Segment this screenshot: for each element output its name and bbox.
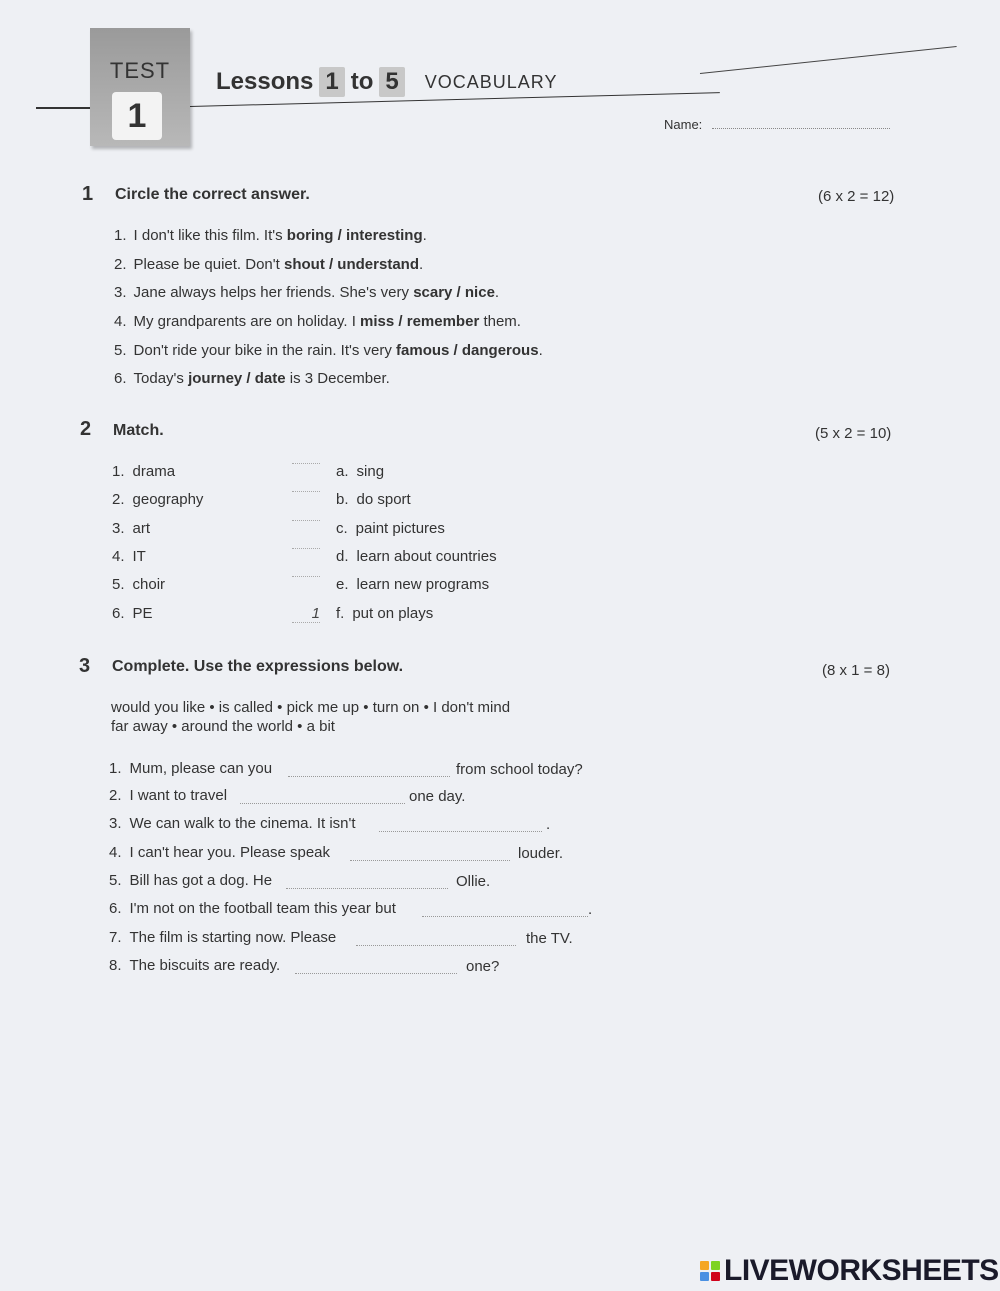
complete-question-4 (109, 844, 330, 861)
section-1-score: (6 x 2 = 12) (818, 188, 895, 205)
answer-options[interactable]: famous / dangerous (396, 342, 539, 359)
question-text: The film is starting now. Please (129, 929, 337, 946)
match-number: 1. (112, 463, 125, 480)
question-text-end: one? (466, 958, 500, 975)
match-right-2 (336, 491, 411, 508)
section-2-title: Match. (113, 422, 164, 439)
answer-blank-4[interactable] (350, 848, 510, 861)
question-text-end: . (546, 816, 551, 833)
match-term: IT (132, 548, 146, 565)
match-right-3 (336, 520, 445, 537)
question-text: Don't ride your bike in the rain. It's very (133, 342, 397, 359)
question-number: 3. (114, 284, 127, 301)
question-text-end: one day. (409, 788, 466, 805)
match-answer-input[interactable]: 1 (292, 605, 320, 623)
answer-blank-7[interactable] (356, 933, 516, 946)
liveworksheets-logo (700, 1254, 999, 1288)
name-input[interactable] (712, 128, 890, 129)
question-1-2 (114, 256, 423, 273)
section-2-score: (5 x 2 = 10) (815, 425, 892, 442)
complete-question-2 (109, 787, 227, 804)
match-letter: c. (336, 520, 348, 537)
match-term: art (132, 520, 151, 537)
page-title (216, 67, 557, 97)
to-word: to (350, 68, 374, 95)
answer-options[interactable]: scary / nice (413, 284, 495, 301)
answer-blank-8[interactable] (295, 961, 457, 974)
question-text-end: . (588, 901, 593, 918)
question-text-end: Ollie. (456, 873, 491, 890)
section-1-number: 1 (82, 183, 94, 205)
logo-text: LIVEWORKSHEETS (724, 1254, 999, 1287)
question-number: 6. (114, 370, 127, 387)
match-number: 2. (112, 491, 125, 508)
match-definition: put on plays (352, 605, 434, 622)
lesson-to: 5 (379, 67, 404, 97)
match-answer-input[interactable] (292, 548, 320, 549)
match-right-6 (336, 605, 433, 622)
question-text: I'm not on the football team this year but (129, 900, 396, 917)
complete-question-6 (109, 900, 396, 917)
answer-blank-2[interactable] (240, 791, 405, 804)
question-text: I want to travel (129, 787, 228, 804)
question-text: Jane always helps her friends. She's very (133, 284, 414, 301)
complete-question-1 (109, 760, 272, 777)
match-answer-input[interactable] (292, 463, 320, 464)
match-term: geography (132, 491, 204, 508)
question-1-5 (114, 342, 543, 359)
question-text-end: . (418, 256, 424, 273)
question-number: 3. (109, 815, 122, 832)
question-number: 2. (114, 256, 127, 273)
question-number: 6. (109, 900, 122, 917)
header-rule-right (700, 46, 957, 74)
match-definition: do sport (356, 491, 411, 508)
question-number: 7. (109, 929, 122, 946)
question-text: I can't hear you. Please speak (129, 844, 331, 861)
match-definition: sing (356, 463, 385, 480)
match-number: 3. (112, 520, 125, 537)
complete-question-7 (109, 929, 336, 946)
section-3-title: Complete. Use the expressions below. (112, 658, 404, 675)
complete-question-5 (109, 872, 272, 889)
vocabulary-label: VOCABULARY (424, 71, 558, 92)
question-text: The biscuits are ready. (129, 957, 281, 974)
section-3-number: 3 (79, 655, 91, 677)
question-text-end: the TV. (526, 930, 573, 947)
expressions-line-1: would you like • is called • pick me up • turn on • I don't mind (111, 699, 511, 716)
match-letter: b. (336, 491, 349, 508)
complete-question-8 (109, 957, 280, 974)
match-number: 6. (112, 605, 125, 622)
answer-blank-1[interactable] (288, 764, 450, 777)
header-rule-left (36, 107, 96, 109)
match-right-1 (336, 463, 384, 480)
lessons-word: Lessons (216, 68, 314, 95)
expressions-line-2: far away • around the world • a bit (111, 718, 335, 735)
match-answer-input[interactable] (292, 520, 320, 521)
question-text-end: . (422, 227, 427, 244)
answer-options[interactable]: shout / understand (283, 256, 419, 273)
question-number: 4. (114, 313, 127, 330)
logo-icon (700, 1261, 720, 1281)
match-left-5 (112, 576, 165, 593)
question-1-4 (114, 313, 521, 330)
match-answer-input[interactable] (292, 491, 320, 492)
question-text-end: louder. (518, 845, 564, 862)
match-letter: a. (336, 463, 349, 480)
answer-blank-5[interactable] (286, 876, 448, 889)
match-term: PE (132, 605, 153, 622)
question-text-end: them. (479, 313, 521, 330)
question-number: 8. (109, 957, 122, 974)
match-left-3 (112, 520, 150, 537)
answer-options[interactable]: journey / date (188, 370, 286, 387)
complete-question-3 (109, 815, 356, 832)
lesson-from: 1 (319, 67, 344, 97)
match-letter: f. (336, 605, 345, 622)
match-number: 4. (112, 548, 125, 565)
match-letter: d. (336, 548, 349, 565)
match-left-1 (112, 463, 175, 480)
question-text: Please be quiet. Don't (133, 256, 284, 273)
question-number: 5. (114, 342, 127, 359)
match-term: choir (132, 576, 166, 593)
match-definition: learn new programs (356, 576, 490, 593)
test-label: TEST (109, 58, 171, 83)
question-text: My grandparents are on holiday. I (133, 313, 361, 330)
question-1-1 (114, 227, 427, 244)
match-number: 5. (112, 576, 125, 593)
match-right-5 (336, 576, 489, 593)
name-label: Name: (664, 117, 703, 132)
question-number: 4. (109, 844, 122, 861)
match-definition: paint pictures (355, 520, 445, 537)
question-text-end: from school today? (456, 761, 583, 778)
question-text: Mum, please can you (129, 760, 273, 777)
answer-options[interactable]: miss / remember (360, 313, 480, 330)
section-1-title: Circle the correct answer. (115, 186, 310, 203)
test-badge (90, 28, 190, 146)
test-number: 1 (112, 92, 162, 140)
match-left-2 (112, 491, 203, 508)
match-answer-input[interactable] (292, 576, 320, 577)
question-text: I don't like this film. It's (133, 227, 287, 244)
question-number: 2. (109, 787, 122, 804)
question-1-3 (114, 284, 499, 301)
match-left-6 (112, 605, 153, 622)
question-text-end: . (538, 342, 543, 359)
match-left-4 (112, 548, 146, 565)
question-text-end: . (494, 284, 500, 301)
question-text: Today's (133, 370, 189, 387)
answer-blank-6[interactable] (422, 904, 588, 917)
answer-options[interactable]: boring / interesting (286, 227, 423, 244)
match-term: drama (132, 463, 176, 480)
question-text-end: is 3 December. (285, 370, 390, 387)
question-1-6 (114, 370, 390, 387)
question-number: 1. (109, 760, 122, 777)
match-letter: e. (336, 576, 349, 593)
match-definition: learn about countries (356, 548, 497, 565)
answer-blank-3[interactable] (379, 819, 542, 832)
section-3-score: (8 x 1 = 8) (822, 662, 890, 679)
question-text: Bill has got a dog. He (129, 872, 273, 889)
question-text: We can walk to the cinema. It isn't (129, 815, 356, 832)
match-right-4 (336, 548, 497, 565)
question-number: 5. (109, 872, 122, 889)
question-number: 1. (114, 227, 127, 244)
section-2-number: 2 (80, 418, 92, 440)
